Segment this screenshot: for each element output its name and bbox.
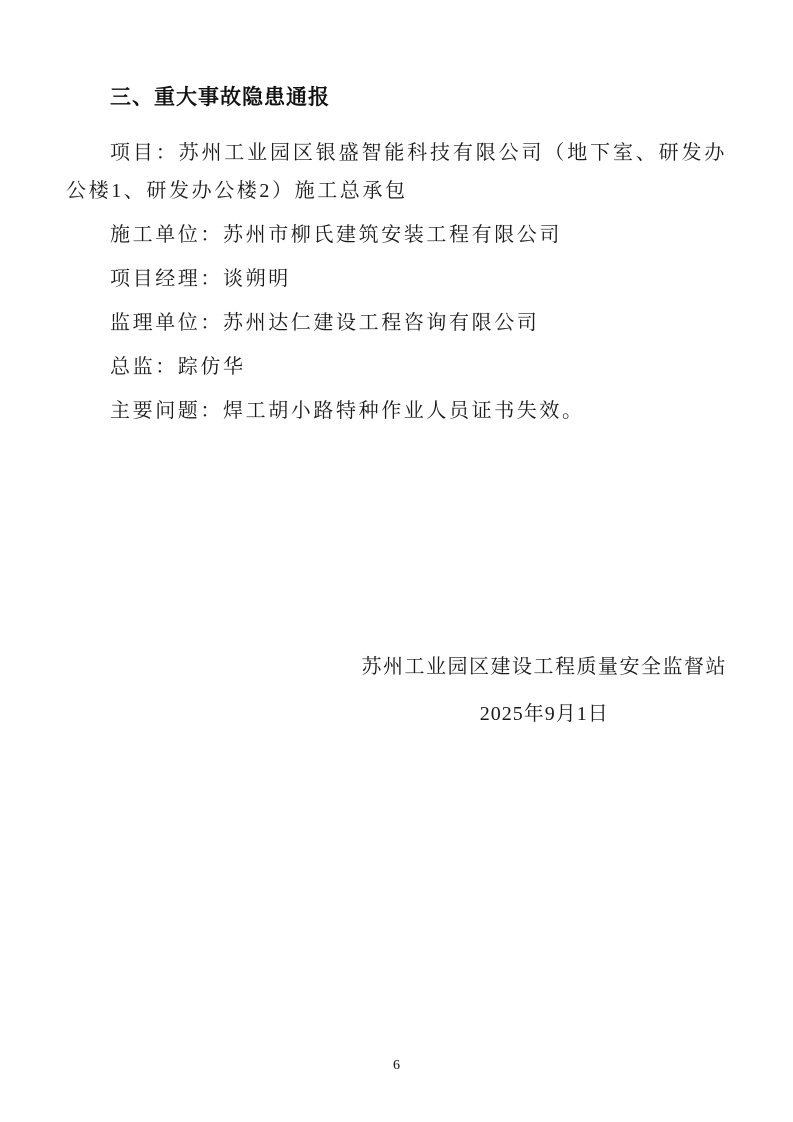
- signature-block: [362, 648, 728, 733]
- paragraph-project: 项目：苏州工业园区银盛智能科技有限公司（地下室、研发办公楼1、研发办公楼2）施工总承包: [66, 142, 727, 202]
- page-number: 6: [393, 1058, 400, 1073]
- paragraph-construction-unit: 施工单位：苏州市柳氏建筑安装工程有限公司: [110, 224, 562, 246]
- paragraph-project-manager: 项目经理：谈朔明: [110, 268, 291, 290]
- signature-date: 2025年9月1日: [479, 703, 609, 725]
- paragraph-main-issue: 主要问题：焊工胡小路特种作业人员证书失效。: [110, 400, 585, 422]
- section-heading: 三、重大事故隐患通报: [110, 86, 330, 109]
- paragraph-chief-supervisor: 总监：踪仿华: [110, 356, 246, 378]
- paragraph-supervision-unit: 监理单位：苏州达仁建设工程咨询有限公司: [110, 312, 540, 334]
- signature-organization: 苏州工业园区建设工程质量安全监督站: [361, 656, 727, 678]
